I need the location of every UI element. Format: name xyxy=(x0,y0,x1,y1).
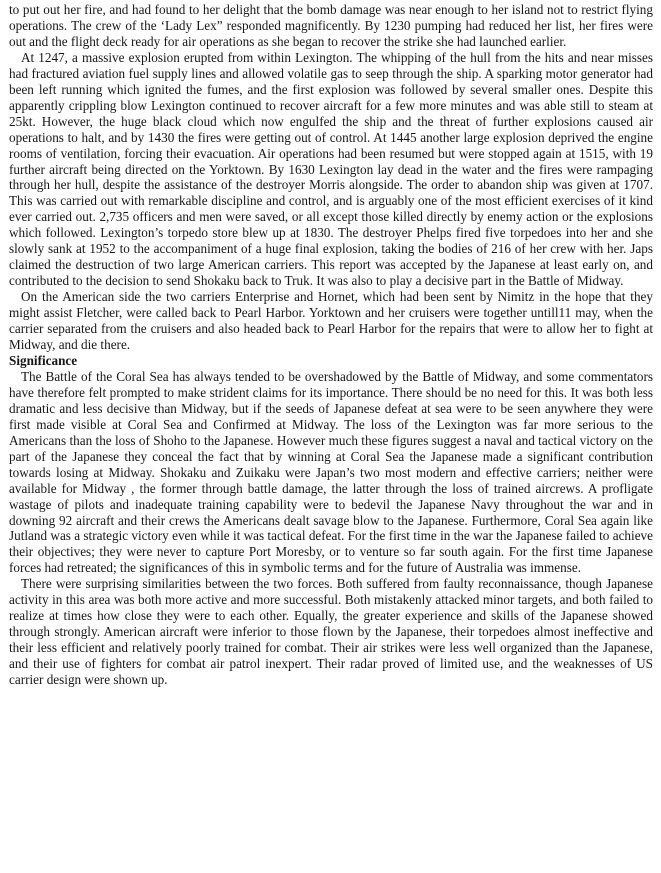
section-heading-significance: Significance xyxy=(9,352,78,368)
paragraph-similarities: There were surprising similarities between the two forces. Both suffered from faulty reconnaissance, though Japanese activity in this area was both more active and more successful. Both mistakenly attacked minor targets, and both failed to realize at times how close they were to each other. Equally, the greater experience and skills of the Japanese showed through strongly. American aircraft were inferior to those flown by the Japanese, their torpedoes almost ineffective and their less efficient and relatively poorly trained for combat. Their air strikes were less well organized than the Japanese, and their use of fighters for combat air patrol inexpert. Their radar proved of limited use, and the weaknesses of US carrier design were shown up. xyxy=(9,576,653,688)
paragraph-continued: to put out her fire, and had found to her delight that the bomb damage was near enough to her island not to restrict flying operations. The crew of the ‘Lady Lex” responded magnificently. By 1230 pumping had reduced her list, her fires were out and the flight deck ready for air operations as she began to recover the strike she had launched earlier. xyxy=(9,2,653,49)
paragraph-american-side: On the American side the two carriers Enterprise and Hornet, which had been sent by Nimitz in the hope that they might assist Fletcher, were called back to Pearl Harbor. Yorktown and her cruisers were together untill11 may, when the carrier separated from the cruisers and also headed back to Pearl Harbor for the repairs that were to allow her to fight at Midway, and die there. xyxy=(9,289,653,353)
paragraph-lexington-explosion: At 1247, a massive explosion erupted from within Lexington. The whipping of the hull from the hits and near misses had fractured aviation fuel supply lines and allowed volatile gas to seep through the ship. A sparking motor generator had been left running which ignited the fumes, and the first explosion was followed by several smaller ones. Despite this apparently crippling blow Lexington continued to recover aircraft for a few more minutes and was able still to steam at 25kt. However, the huge black cloud which now engulfed the ship and the threat of further explosions caused air operations to halt, and by 1430 the fires were getting out of control. At 1445 another large explosion deprived the engine rooms of ventilation, forcing their evacuation. Air operations had been resumed but were stopped again at 1515, with 19 further aircraft being directed on the Yorktown. By 1630 Lexington lay dead in the water and the fires were rampaging through her hull, despite the assistance of the destroyer Morris alongside. The order to abandon ship was given at 1707. This was carried out with remarkable discipline and control, and is arguably one of the most efficient exercises of it kind ever carried out. 2,735 officers and men were saved, or all except those killed directly by enemy action or the explosions which followed. Lexington’s torpedo store blew up at 1830. The destroyer Phelps fired five torpedoes into her and she slowly sank at 1952 to the accompaniment of a huge final explosion, taking the bodies of 216 of her crew with her. Japs claimed the destruction of two large American carriers. This report was accepted by the Japanese at least early on, and contributed to the decision to send Shokaku back to Truk. It was also to play a decisive part in the Battle of Midway. xyxy=(9,49,653,289)
document-page xyxy=(9,2,653,688)
paragraph-significance: The Battle of the Coral Sea has always tended to be overshadowed by the Battle of Midway, and some commentators have therefore felt prompted to make strident claims for its importance. There should be no need for this. It was both less dramatic and less decisive than Midway, but if the seeds of Japanese defeat at sea were to be seen anywhere they were first made visible at Coral Sea and Confirmed at Midway. The loss of the Lexington was far more serious to the Americans than the loss of Shoho to the Japanese. However much these figures suggest a naval and tactical victory on the part of the Japanese they conceal the fact that by winning at Coral Sea the Japanese made a significant contribution towards losing at Midway. Shokaku and Zuikaku were Japan’s two most modern and effective carriers; neither were available for Midway , the former through battle damage, the latter through the loss of trained aircrews. A profligate wastage of pilots and inadequate training capability were to bedevil the Japanese Navy throughout the war and in downing 92 aircraft and their crews the Americans dealt savage blow to the Japanese. Furthermore, Coral Sea again like Jutland was a strategic victory even while it was tactical defeat. For the first time in the war the Japanese failed to achieve their objectives; they were never to capture Port Moresby, or to venture so far south again. For the first time Japanese forces had retreated; the significances of this in symbolic terms and for the future of Australia was immense. xyxy=(9,368,653,576)
